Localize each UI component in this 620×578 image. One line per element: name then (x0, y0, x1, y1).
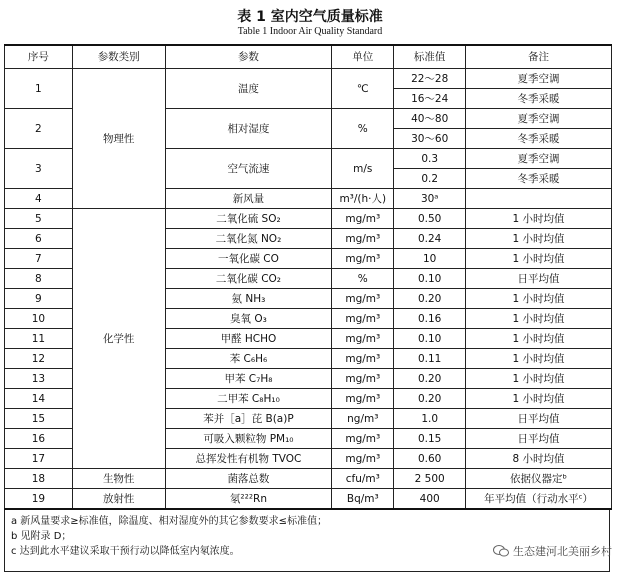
row-remark: 日平均值 (466, 269, 612, 289)
footnote-b: b 见附录 D； (11, 531, 72, 542)
row-remark: 1 小时均值 (466, 249, 612, 269)
row-standard: 10 (394, 249, 466, 269)
category-physical: 物理性 (72, 69, 165, 209)
row-remark: 冬季采暖 (466, 129, 612, 149)
row-param: 甲苯 C₇H₈ (165, 369, 332, 389)
row-standard: 22～28 (394, 69, 466, 89)
wechat-icon (493, 545, 509, 557)
row-no: 6 (5, 229, 73, 249)
row-standard: 16～24 (394, 89, 466, 109)
row-remark: 1 小时均值 (466, 309, 612, 329)
row-param: 二氧化氮 NO₂ (165, 229, 332, 249)
row-no: 17 (5, 449, 73, 469)
row-param: 苯 C₆H₆ (165, 349, 332, 369)
header-param: 参数 (165, 45, 332, 69)
row-standard: 0.20 (394, 389, 466, 409)
row-standard: 0.10 (394, 269, 466, 289)
row-param: 氡²²²Rn (165, 489, 332, 510)
header-no: 序号 (5, 45, 73, 69)
row-unit: cfu/m³ (332, 469, 394, 489)
table-row (5, 209, 612, 229)
row-remark: 1 小时均值 (466, 329, 612, 349)
row-param: 空气流速 (165, 149, 332, 189)
header-remark: 备注 (466, 45, 612, 69)
row-unit: ng/m³ (332, 409, 394, 429)
row-unit: Bq/m³ (332, 489, 394, 510)
row-standard: 40～80 (394, 109, 466, 129)
row-remark: 8 小时均值 (466, 449, 612, 469)
row-param: 新风量 (165, 189, 332, 209)
row-standard: 0.11 (394, 349, 466, 369)
row-remark: 日平均值 (466, 429, 612, 449)
row-remark (466, 189, 612, 209)
row-remark: 夏季空调 (466, 149, 612, 169)
row-standard: 2 500 (394, 469, 466, 489)
table-row (5, 469, 612, 489)
row-no: 15 (5, 409, 73, 429)
row-param: 臭氧 O₃ (165, 309, 332, 329)
row-no: 4 (5, 189, 73, 209)
row-remark: 1 小时均值 (466, 289, 612, 309)
row-param: 菌落总数 (165, 469, 332, 489)
row-no: 3 (5, 149, 73, 189)
row-standard: 400 (394, 489, 466, 510)
row-remark: 夏季空调 (466, 69, 612, 89)
table-row (5, 69, 612, 89)
row-no: 13 (5, 369, 73, 389)
footnote-c: c 达到此水平建议采取干预行动以降低室内氡浓度。 (11, 546, 240, 557)
row-no: 9 (5, 289, 73, 309)
row-remark: 冬季采暖 (466, 89, 612, 109)
row-param: 总挥发性有机物 TVOC (165, 449, 332, 469)
row-remark: 1 小时均值 (466, 389, 612, 409)
row-standard: 30ᵃ (394, 189, 466, 209)
row-remark: 1 小时均值 (466, 349, 612, 369)
row-standard: 0.2 (394, 169, 466, 189)
row-remark: 1 小时均值 (466, 229, 612, 249)
row-no: 16 (5, 429, 73, 449)
row-standard: 0.20 (394, 289, 466, 309)
row-no: 8 (5, 269, 73, 289)
row-unit: m/s (332, 149, 394, 189)
row-remark: 1 小时均值 (466, 209, 612, 229)
header-standard: 标准值 (394, 45, 466, 69)
table-title-en: Table 1 Indoor Air Quality Standard (237, 26, 383, 37)
row-remark: 日平均值 (466, 409, 612, 429)
category-chemical: 化学性 (72, 209, 165, 469)
row-unit: mg/m³ (332, 209, 394, 229)
row-unit: % (332, 109, 394, 149)
header-row (5, 45, 612, 69)
row-param: 甲醛 HCHO (165, 329, 332, 349)
row-standard: 0.24 (394, 229, 466, 249)
row-param: 氨 NH₃ (165, 289, 332, 309)
row-standard: 0.10 (394, 329, 466, 349)
row-param: 一氧化碳 CO (165, 249, 332, 269)
row-standard: 1.0 (394, 409, 466, 429)
row-unit: mg/m³ (332, 349, 394, 369)
air-quality-table (4, 44, 612, 510)
row-remark: 年平均值（行动水平ᶜ） (466, 489, 612, 510)
row-unit: mg/m³ (332, 429, 394, 449)
row-param: 可吸入颗粒物 PM₁₀ (165, 429, 332, 449)
row-no: 18 (5, 469, 73, 489)
row-param: 苯并［a］芘 B(a)P (165, 409, 332, 429)
footnote-a: a 新风量要求≥标准值，除温度、相对湿度外的其它参数要求≤标准值； (11, 516, 328, 527)
header-category: 参数类别 (72, 45, 165, 69)
row-unit: m³/(h·人) (332, 189, 394, 209)
row-remark: 1 小时均值 (466, 369, 612, 389)
row-param: 二甲苯 C₈H₁₀ (165, 389, 332, 409)
row-unit: mg/m³ (332, 309, 394, 329)
row-unit: mg/m³ (332, 249, 394, 269)
row-no: 19 (5, 489, 73, 510)
row-standard: 30～60 (394, 129, 466, 149)
row-param: 二氧化硫 SO₂ (165, 209, 332, 229)
row-no: 12 (5, 349, 73, 369)
row-no: 14 (5, 389, 73, 409)
row-unit: mg/m³ (332, 329, 394, 349)
row-unit: mg/m³ (332, 389, 394, 409)
row-standard: 0.20 (394, 369, 466, 389)
row-remark: 依据仪器定ᵇ (466, 469, 612, 489)
table-row (5, 489, 612, 510)
row-remark: 冬季采暖 (466, 169, 612, 189)
row-unit: mg/m³ (332, 449, 394, 469)
row-unit: mg/m³ (332, 369, 394, 389)
row-remark: 夏季空调 (466, 109, 612, 129)
category-biological: 生物性 (72, 469, 165, 489)
table-title-cn: 表 1 室内空气质量标准 (237, 9, 383, 25)
watermark (493, 543, 612, 559)
row-no: 5 (5, 209, 73, 229)
row-standard: 0.16 (394, 309, 466, 329)
row-no: 11 (5, 329, 73, 349)
header-unit: 单位 (332, 45, 394, 69)
row-standard: 0.15 (394, 429, 466, 449)
row-param: 相对湿度 (165, 109, 332, 149)
row-no: 10 (5, 309, 73, 329)
table-footnotes (4, 510, 610, 572)
row-no: 2 (5, 109, 73, 149)
row-unit: mg/m³ (332, 229, 394, 249)
row-unit: mg/m³ (332, 289, 394, 309)
watermark-text: 生态建河北美丽乡村 (513, 545, 612, 558)
row-no: 1 (5, 69, 73, 109)
row-standard: 0.3 (394, 149, 466, 169)
category-radioactive: 放射性 (72, 489, 165, 510)
row-param: 温度 (165, 69, 332, 109)
row-no: 7 (5, 249, 73, 269)
row-standard: 0.60 (394, 449, 466, 469)
row-standard: 0.50 (394, 209, 466, 229)
row-unit: % (332, 269, 394, 289)
row-unit: ℃ (332, 69, 394, 109)
row-param: 二氧化碳 CO₂ (165, 269, 332, 289)
